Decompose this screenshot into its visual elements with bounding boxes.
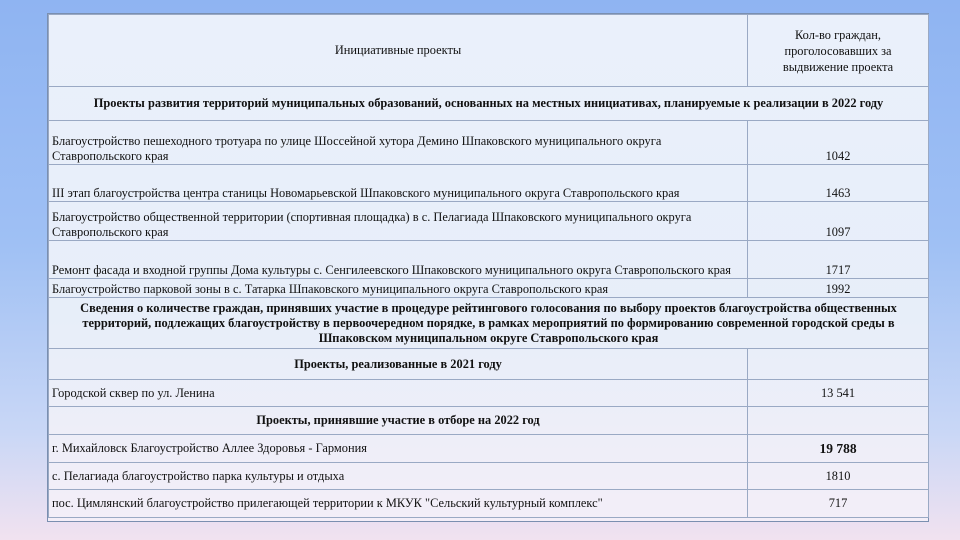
empty-cell [748, 407, 929, 435]
section-title: Проекты развития территорий муниципальных образований, основанных на местных инициативах, планируемые к реализации в 2022 году [49, 87, 929, 121]
section-row [49, 87, 929, 121]
project-name: г. Михайловск Благоустройство Аллее Здоровья - Гармония [49, 435, 748, 463]
project-name: Городской сквер по ул. Ленина [49, 380, 748, 407]
table-row [49, 490, 929, 518]
table-row [49, 279, 929, 298]
project-name: Благоустройство общественной территории (спортивная площадка) в с. Пелагиада Шпаковского муниципального округа Ставропольского края [49, 202, 748, 241]
table-row [49, 241, 929, 279]
vote-count: 19 788 [748, 435, 929, 463]
section-row [49, 298, 929, 349]
table-row [49, 463, 929, 490]
section-title: Проекты, принявшие участие в отборе на 2022 год [49, 407, 748, 435]
project-name: пос. Цимлянский благоустройство прилегающей территории к МКУК "Сельский культурный комплекс" [49, 490, 748, 518]
header-votes: Кол-во граждан, проголосовавших за выдвижение проекта [748, 15, 929, 87]
empty-cell [748, 349, 929, 380]
project-name: Ремонт фасада и входной группы Дома культуры с. Сенгилеевского Шпаковского муниципального округа Ставропольского края [49, 241, 748, 279]
project-name: III этап благоустройства центра станицы Новомарьевской Шпаковского муниципального округа Ставропольского края [49, 165, 748, 202]
project-name: с. Пелагиада благоустройство парка культуры и отдыха [49, 463, 748, 490]
vote-count: 717 [748, 490, 929, 518]
vote-count: 1992 [748, 279, 929, 298]
vote-count: 1717 [748, 241, 929, 279]
vote-count: 1810 [748, 463, 929, 490]
project-name: Благоустройство пешеходного тротуара по улице Шоссейной хутора Демино Шпаковского муниципального округа Ставропольского края [49, 121, 748, 165]
section-row [49, 407, 929, 435]
vote-count: 1463 [748, 165, 929, 202]
section-row [49, 349, 929, 380]
table-row [49, 202, 929, 241]
vote-count: 1097 [748, 202, 929, 241]
table-row [49, 380, 929, 407]
projects-table [48, 14, 929, 518]
header-projects: Инициативные проекты [49, 15, 748, 87]
vote-count: 13 541 [748, 380, 929, 407]
projects-table-frame [47, 13, 929, 522]
section-title: Сведения о количестве граждан, принявших участие в процедуре рейтингового голосования по выбору проектов благоустройства общественных территорий, подлежащих благоустройству в первоочередном порядке, в рамках мероприятий по формированию современной городской среды в Шпаковском муниципальном округе Ставропольского края [49, 298, 929, 349]
table-row [49, 435, 929, 463]
section-title: Проекты, реализованные в 2021 году [49, 349, 748, 380]
table-row [49, 121, 929, 165]
vote-count: 1042 [748, 121, 929, 165]
table-row [49, 165, 929, 202]
project-name: Благоустройство парковой зоны в с. Татарка Шпаковского муниципального округа Ставропольского края [49, 279, 748, 298]
table-header-row [49, 15, 929, 87]
